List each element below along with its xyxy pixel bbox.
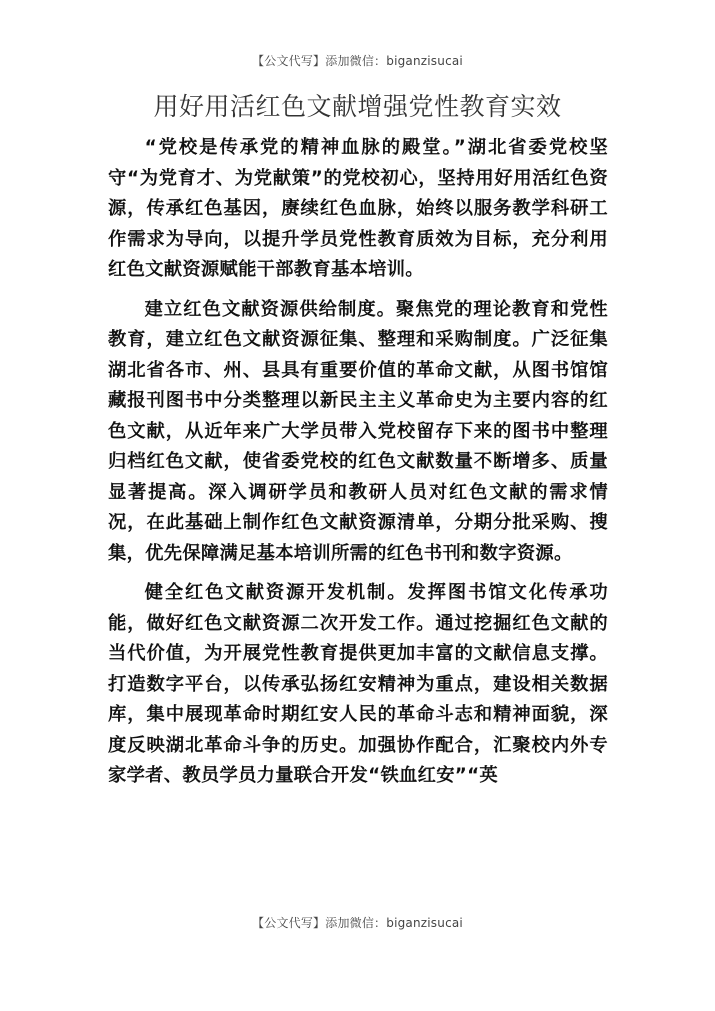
header-watermark-note: 【公文代写】添加微信：biganzisucai: [252, 54, 463, 68]
paragraph-intro: “党校是传承党的精神血脉的殿堂。”湖北省委党校坚守“为党育才、为党献策”的党校初心，坚持用好用活红色资源，传承红色基因，赓续红色血脉，始终以服务教学科研工作需求为导向，以提升学员党性教育质效为目标，充分利用红色文献资源赋能干部教育基本培训。: [108, 137, 608, 280]
document-body: [108, 133, 608, 801]
paragraph-supply-system: 建立红色文献资源供给制度。聚焦党的理论教育和党性教育，建立红色文献资源征集、整理和采购制度。广泛征集湖北省各市、州、县具有重要价值的革命文献，从图书馆馆藏报刊图书中分类整理以新民主主义革命史为主要内容的红色文献，从近年来广大学员带入党校留存下来的图书中整理归档红色文献，使省委党校的红色文献数量不断增多、质量显著提高。深入调研学员和教研人员对红色文献的需求情况，在此基础上制作红色文献资源清单，分期分批采购、搜集，优先保障满足基本培训所需的红色书刊和数字资源。: [108, 298, 608, 564]
paragraph-development-mechanism: 健全红色文献资源开发机制。发挥图书馆文化传承功能，做好红色文献资源二次开发工作。通过挖掘红色文献的当代价值，为开展党性教育提供更加丰富的文献信息支撑。打造数字平台，以传承弘扬红安精神为重点，建设相关数据库，集中展现革命时期红安人民的革命斗志和精神面貌，深度反映湖北革命斗争的历史。加强协作配合，汇聚校内外专家学者、教员学员力量联合开发“铁血红安”“英: [108, 582, 608, 786]
document-title: 用好用活红色文献增强党性教育实效: [153, 92, 562, 121]
footer-watermark-note: 【公文代写】添加微信：biganzisucai: [252, 916, 463, 930]
